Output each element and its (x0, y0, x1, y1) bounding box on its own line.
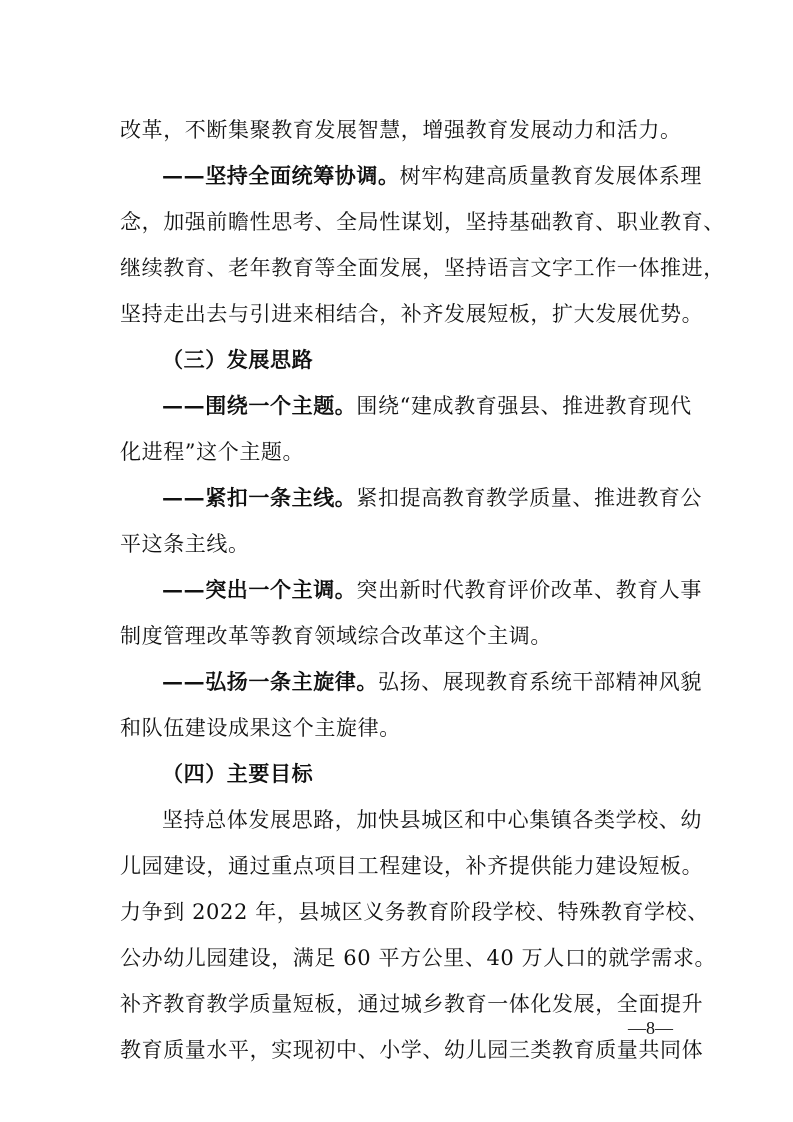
line-text: 弘扬、展现教育系统干部精神风貌 (378, 670, 702, 694)
paragraph-line (162, 480, 703, 516)
paragraph-line (162, 664, 702, 700)
paragraph-line: 儿园建设，通过重点项目工程建设，补齐提供能力建设短板。 (120, 854, 704, 878)
paragraph-line (162, 388, 692, 424)
paragraph-line: 化进程”这个主题。 (120, 440, 305, 464)
paragraph-line: 制度管理改革等教育领域综合改革这个主调。 (120, 624, 552, 648)
section-heading: （四）主要目标 (162, 761, 314, 786)
paragraph-line: 念，加强前瞻性思考、全局性谋划，坚持基础教育、职业教育、 (120, 210, 725, 234)
bold-lead: ——弘扬一条主旋律。 (162, 669, 378, 694)
line-text: 树牢构建高质量教育发展体系理 (399, 164, 703, 188)
paragraph-line: 坚持总体发展思路，加快县城区和中心集镇各类学校、幼 (162, 808, 702, 832)
page-number: —8— (628, 1018, 673, 1038)
paragraph-line: 教育质量水平，实现初中、小学、幼儿园三类教育质量共同体 (120, 1038, 704, 1062)
line-text: 紧扣提高教育教学质量、推进教育公 (356, 486, 703, 510)
section-heading: （三）发展思路 (162, 347, 314, 372)
paragraph-line (162, 572, 703, 608)
paragraph-line: 平这条主线。 (120, 532, 250, 556)
paragraph-line: 继续教育、老年教育等全面发展，坚持语言文字工作一体推进， (120, 256, 725, 280)
paragraph-line (162, 158, 703, 194)
line-text: 围绕“建成教育强县、推进教育现代 (356, 394, 692, 418)
bold-lead: ——坚持全面统筹协调。 (162, 163, 400, 188)
paragraph-line: 坚持走出去与引进来相结合，补齐发展短板，扩大发展优势。 (120, 302, 704, 326)
paragraph-line: 力争到 2022 年，县城区义务教育阶段学校、特殊教育学校、 (120, 900, 709, 924)
paragraph-line: 改革，不断集聚教育发展智慧，增强教育发展动力和活力。 (120, 118, 682, 142)
bold-lead: ——突出一个主调。 (162, 577, 357, 602)
line-text: 突出新时代教育评价改革、教育人事 (356, 578, 703, 602)
bold-lead: ——紧扣一条主线。 (162, 485, 357, 510)
paragraph-line: 公办幼儿园建设，满足 60 平方公里、40 万人口的就学需求。 (120, 946, 717, 970)
paragraph-line: 补齐教育教学质量短板，通过城乡教育一体化发展，全面提升 (120, 992, 704, 1016)
bold-lead: ——围绕一个主题。 (162, 393, 357, 418)
paragraph-line: 和队伍建设成果这个主旋律。 (120, 716, 401, 740)
